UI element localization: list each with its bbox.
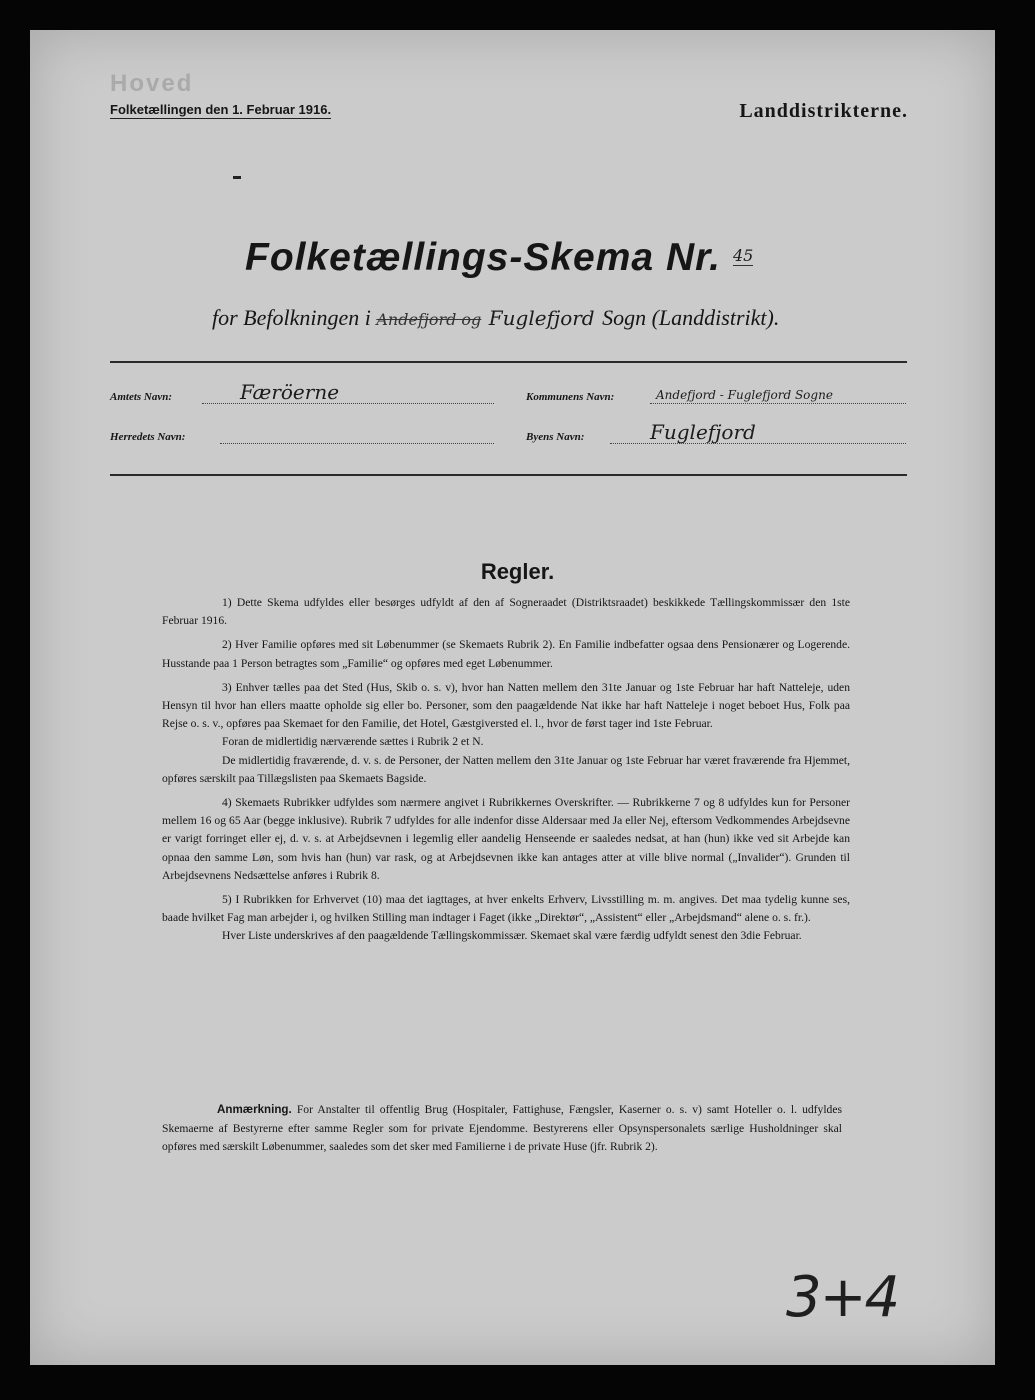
rule-2: 2) Hver Familie opføres med sit Løbenummer (se Skemaets Rubrik 2). En Familie indbefatter ogsaa dens Pensionærer og Logerende. Husstande paa 1 Person betragtes som „Familie“ og opføres med eget Løbenummer. [162,638,850,670]
form-subtitle [212,305,779,331]
divider-top [110,361,907,363]
rule-1: 1) Dette Skema udfyldes eller besørges udfyldt af den af Sogneraadet (Distriktsraadet) beskikkede Tællingskommissær den 1ste Februar 1916. [162,596,850,628]
rules-heading: Regler. [480,559,555,584]
rule-3-absent: De midlertidig fraværende, d. v. s. de Personer, der Natten mellem den 31te Januar og 1ste Februar har været fraværende fra Hjemmet, opføres særskilt paa Tillægslisten paa Skemaets Bagside. [162,753,850,785]
amt-label: Amtets Navn: [110,391,173,403]
census-date-heading: Folketællingen den 1. Februar 1916. [110,102,332,117]
rule-3: 3) Enhver tælles paa det Sted (Hus, Skib o. s. v), hvor han Natten mellem den 31te Januar og 1ste Februar har haft Natteleje, uden Hensyn til hvor han ellers maatte opholde sig eller bo. Personer, som den paagældende Nat ikke har haft Natteleje i noget beboet Hus, Folk paa Rejse o. s. v., opføres paa Skemaet for den Familie, det Hotel, Gæstgiversted el. l., hvor de først tager ind 1ste Februar. [162,680,850,731]
page-number: 3+4 [786,1265,899,1330]
rule-5: 5) I Rubrikken for Erhvervet (10) maa det iagttages, at hver enkelts Erhverv, Livsstilling m. m. angives. Det maa tydelig kunne ses, baade hvilket Fag man arbejder i, og hvilken Stilling man indtager i Faget (ikke „Direktør“, „Assistent“ eller „Arbejdsmand“ alene o. s. fr.). [162,893,850,925]
parish-name: Fuglefjord [488,306,595,330]
herred-label: Herredets Navn: [110,431,186,443]
remark-text: For Anstalter til offentlig Brug (Hospitaler, Fattighuse, Fængsler, Kaserner o. s. v) samt Hoteller o. l. udfyldes Skemaerne af Bestyrerne efter samme Regler som for private Ejendomme. Bestyrerens eller Opsynspersonalets særlige Husholdninger skal opføres med særskilt Løbenummer, saaledes som det sker med Familierne i de private Huse (jfr. Rubrik 2). [162,1103,842,1153]
by-value: Fuglefjord [650,420,756,444]
subtitle-prefix: for Befolkningen i [212,305,371,330]
district-type-heading: Landdistrikterne. [739,100,908,122]
herred-line [220,443,494,444]
form-title [245,236,721,280]
rules-text [162,594,850,946]
rule-4: 4) Skemaets Rubrikker udfyldes som nærmere angivet i Rubrikkernes Overskrifter. — Rubrikkerne 7 og 8 udfyldes kun for Personer mellem 16 og 65 Aar (begge inklusive). Rubrik 7 udfyldes for alle indenfor disse Aldersaar med Ja eller Nej, eftersom Vedkommendes Arbejdsevne er varigt forringet eller ej, d. v. s. at Arbejdsevnen i legemlig eller aandelig Henseende er saaledes nedsat, at han (hun) ikke ved sit Arbejde kan opnaa den samme Løn, som hvis han (hun) var rask, og at Arbejdsevnen ikke kan antages atter at ville blive normal („Invalider“). Grunden til Arbejdsevnens Nedsættelse anføres i Rubrik 8. [162,796,850,882]
faded-stamp: Hoved [110,70,194,97]
parish-struck-out: Andefjord og [376,310,482,329]
remark [162,1101,842,1157]
by-label: Byens Navn: [526,431,585,443]
subtitle-suffix: Sogn (Landdistrikt). [602,305,780,330]
ink-mark [233,176,241,179]
form-title-text: Folketællings-Skema Nr. [245,236,721,279]
kommune-label: Kommunens Navn: [526,391,615,403]
form-number: 45 [733,246,754,265]
rule-3-present: Foran de midlertidig nærværende sættes i Rubrik 2 et N. [222,735,484,749]
divider-bottom [110,474,907,476]
remark-label: Anmærkning. [217,1103,292,1116]
amt-value: Færöerne [240,380,340,404]
kommune-line [650,403,906,404]
rule-5-signature: Hver Liste underskrives af den paagældende Tællingskommissær. Skemaet skal være færdig udfyldt senest den 3die Februar. [222,929,802,943]
kommune-value: Andefjord - Fuglefjord Sogne [656,388,833,402]
